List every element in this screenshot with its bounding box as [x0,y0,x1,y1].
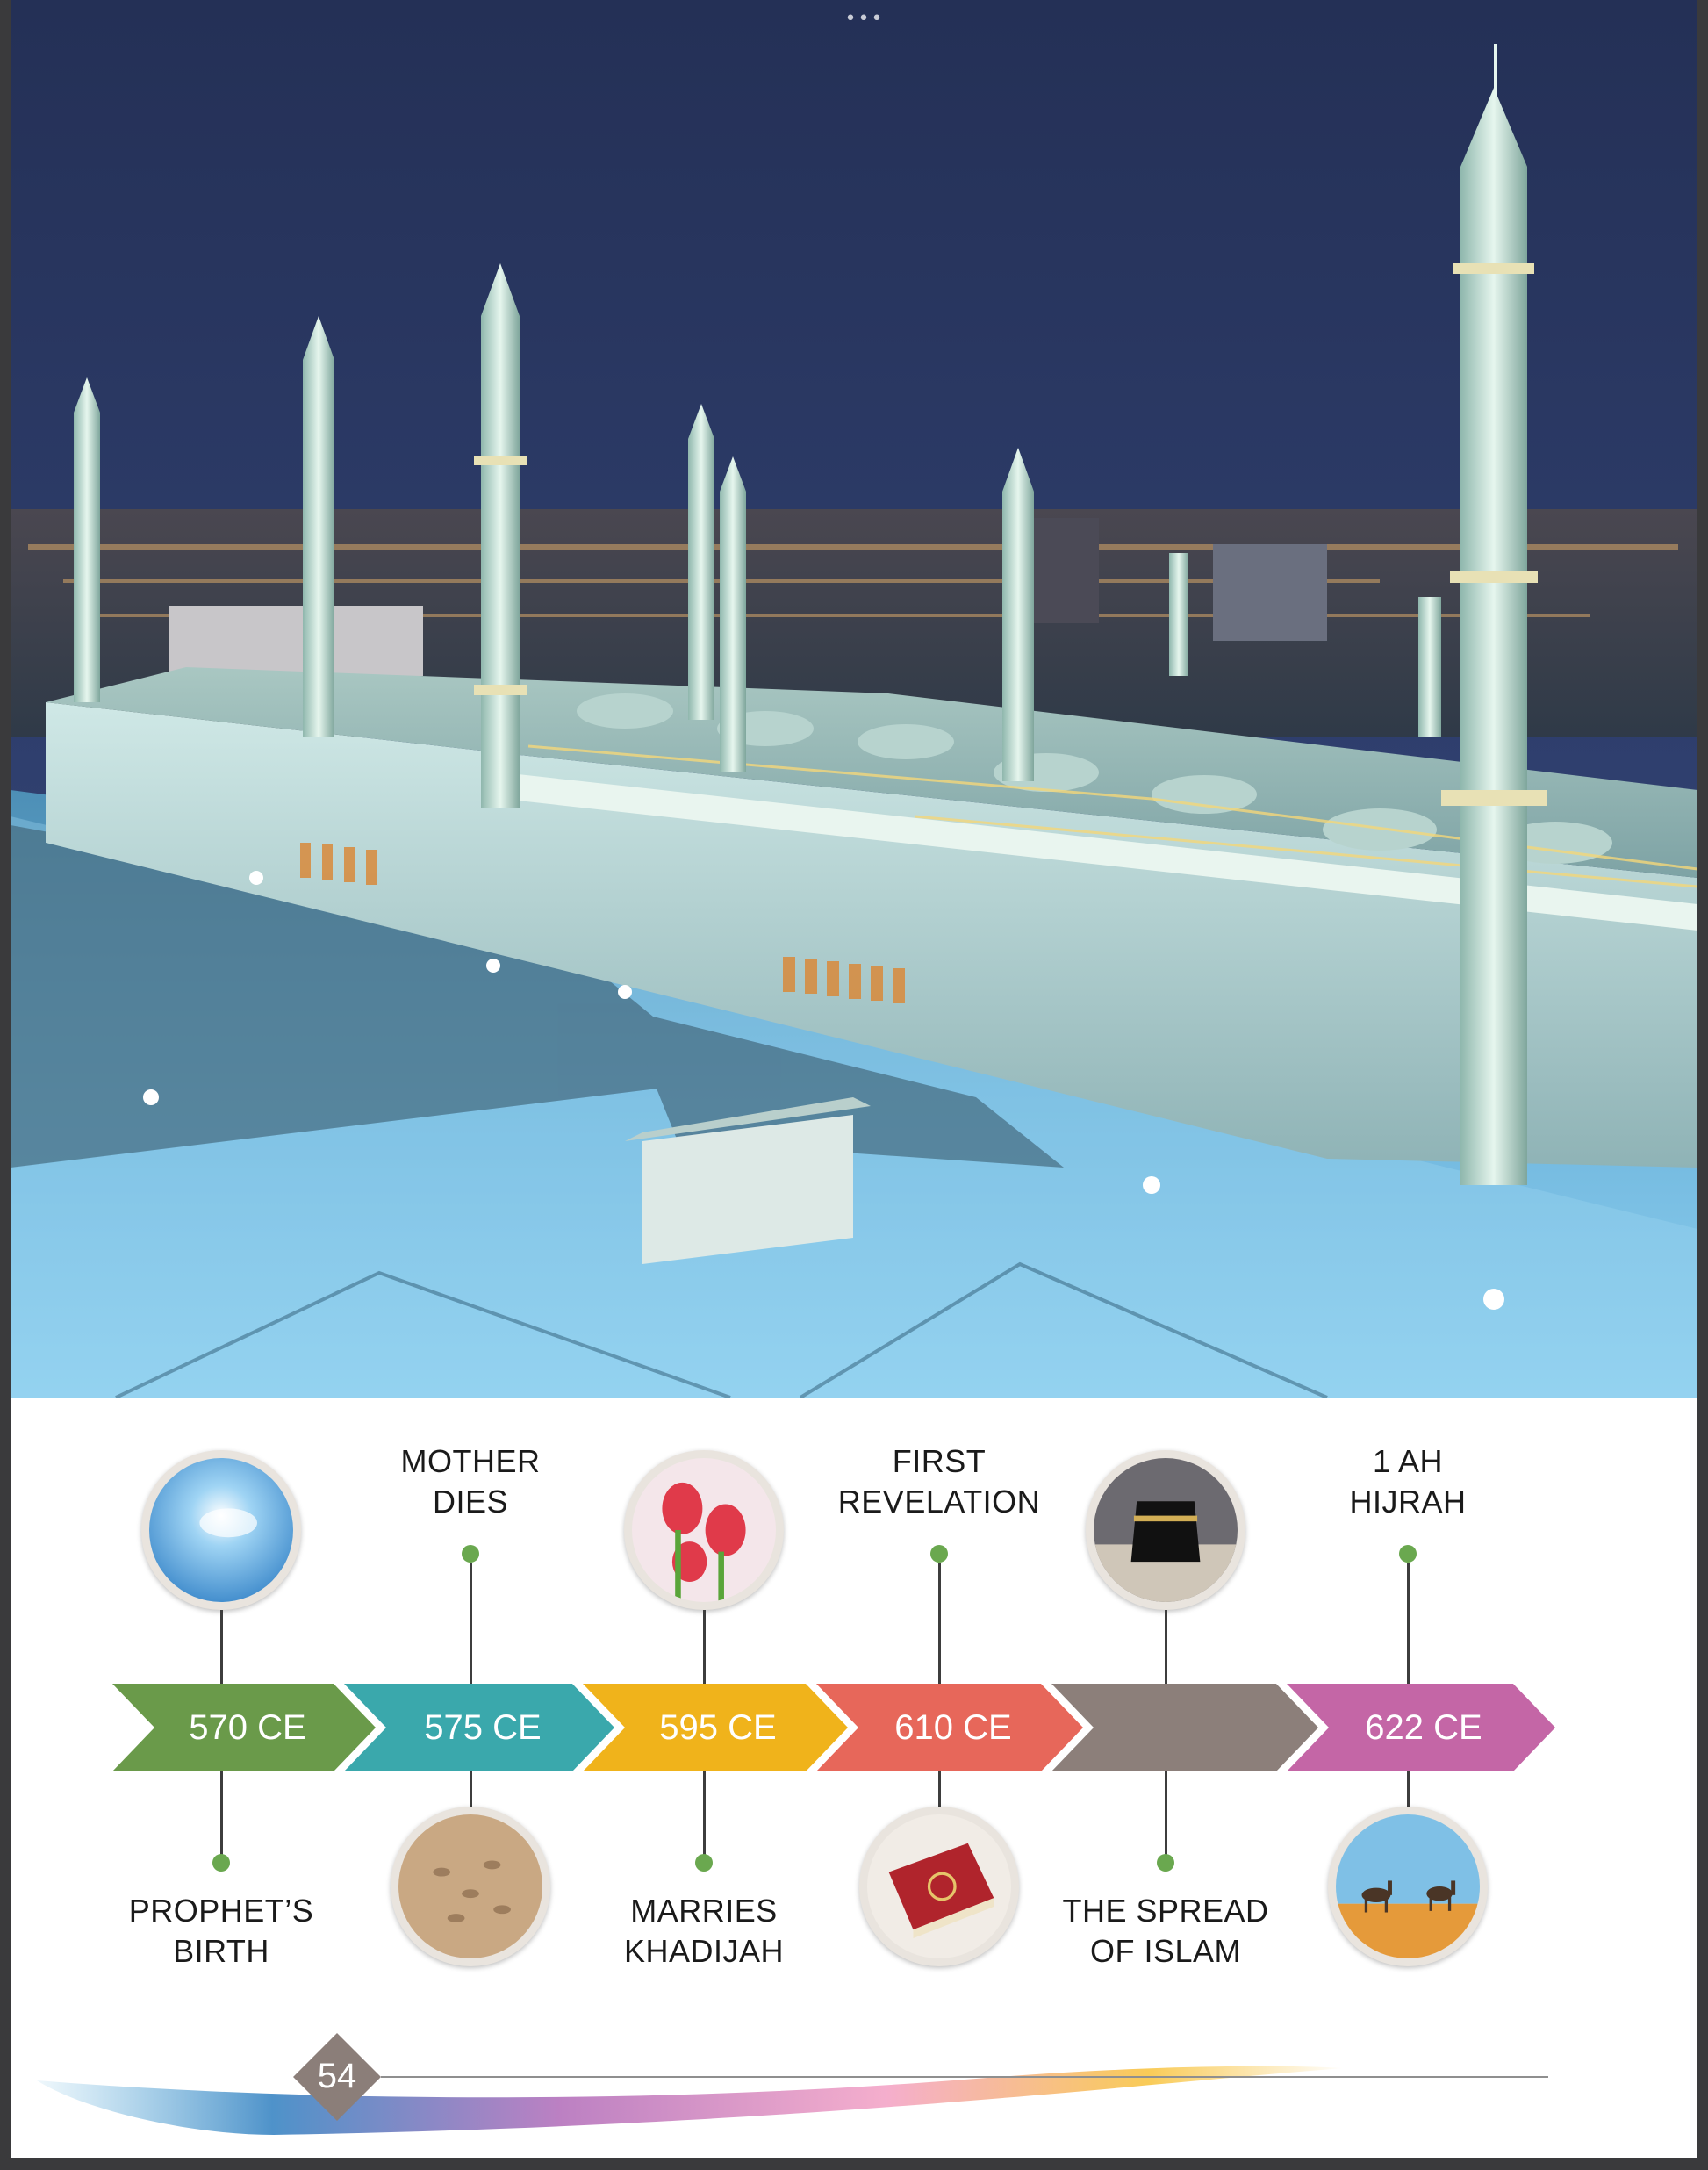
book-page [11,0,1697,2158]
date-label-spread [1092,1684,1285,1771]
connector-line [938,1771,941,1807]
connector-line [703,1771,706,1857]
sky-clouds-icon [141,1450,301,1610]
timeline-node [930,1545,948,1563]
camels-desert-icon [1328,1807,1488,1966]
date-label-570: 570 CE [189,1708,306,1747]
timeline-node [695,1854,713,1872]
mosque-photo [11,0,1697,1398]
timeline-node [212,1854,230,1872]
event-caption-marries-khadijah: MARRIES KHADIJAH [623,1893,785,1969]
connector-line [220,1771,223,1857]
connector-line [1407,1771,1410,1807]
connector-line [220,1610,223,1684]
desert-footprints-icon [391,1807,550,1966]
event-caption-spread-of-islam: THE SPREAD OF ISLAM [1062,1893,1269,1969]
date-label-575: 575 CE [424,1708,542,1747]
event-caption-first-revelation: FIRST REVELATION [837,1443,1041,1520]
timeline-node [1157,1854,1174,1872]
connector-line [1165,1610,1167,1684]
date-label-622: 622 CE [1365,1708,1482,1747]
kaaba-icon [1086,1450,1245,1610]
tulips-icon [624,1450,784,1610]
event-caption-mother-dies: MOTHER DIES [400,1443,541,1520]
date-label-610: 610 CE [894,1708,1012,1747]
event-caption-prophets-birth: PROPHET’S BIRTH [128,1893,314,1969]
connector-line [470,1771,472,1807]
timeline-node [462,1545,479,1563]
connector-line [470,1563,472,1684]
timeline-node [1399,1545,1417,1563]
more-horizontal-icon[interactable]: ••• [844,8,885,30]
connector-line [1407,1563,1410,1684]
event-caption-hijrah: 1 AH HIJRAH [1349,1443,1467,1520]
connector-line [1165,1771,1167,1857]
connector-line [938,1563,941,1684]
page-number: 54 [317,2057,357,2095]
quran-book-icon [859,1807,1019,1966]
decorative-swoosh [11,1994,1697,2152]
timeline [11,1398,1697,2158]
connector-line [703,1610,706,1684]
date-label-595: 595 CE [659,1708,777,1747]
